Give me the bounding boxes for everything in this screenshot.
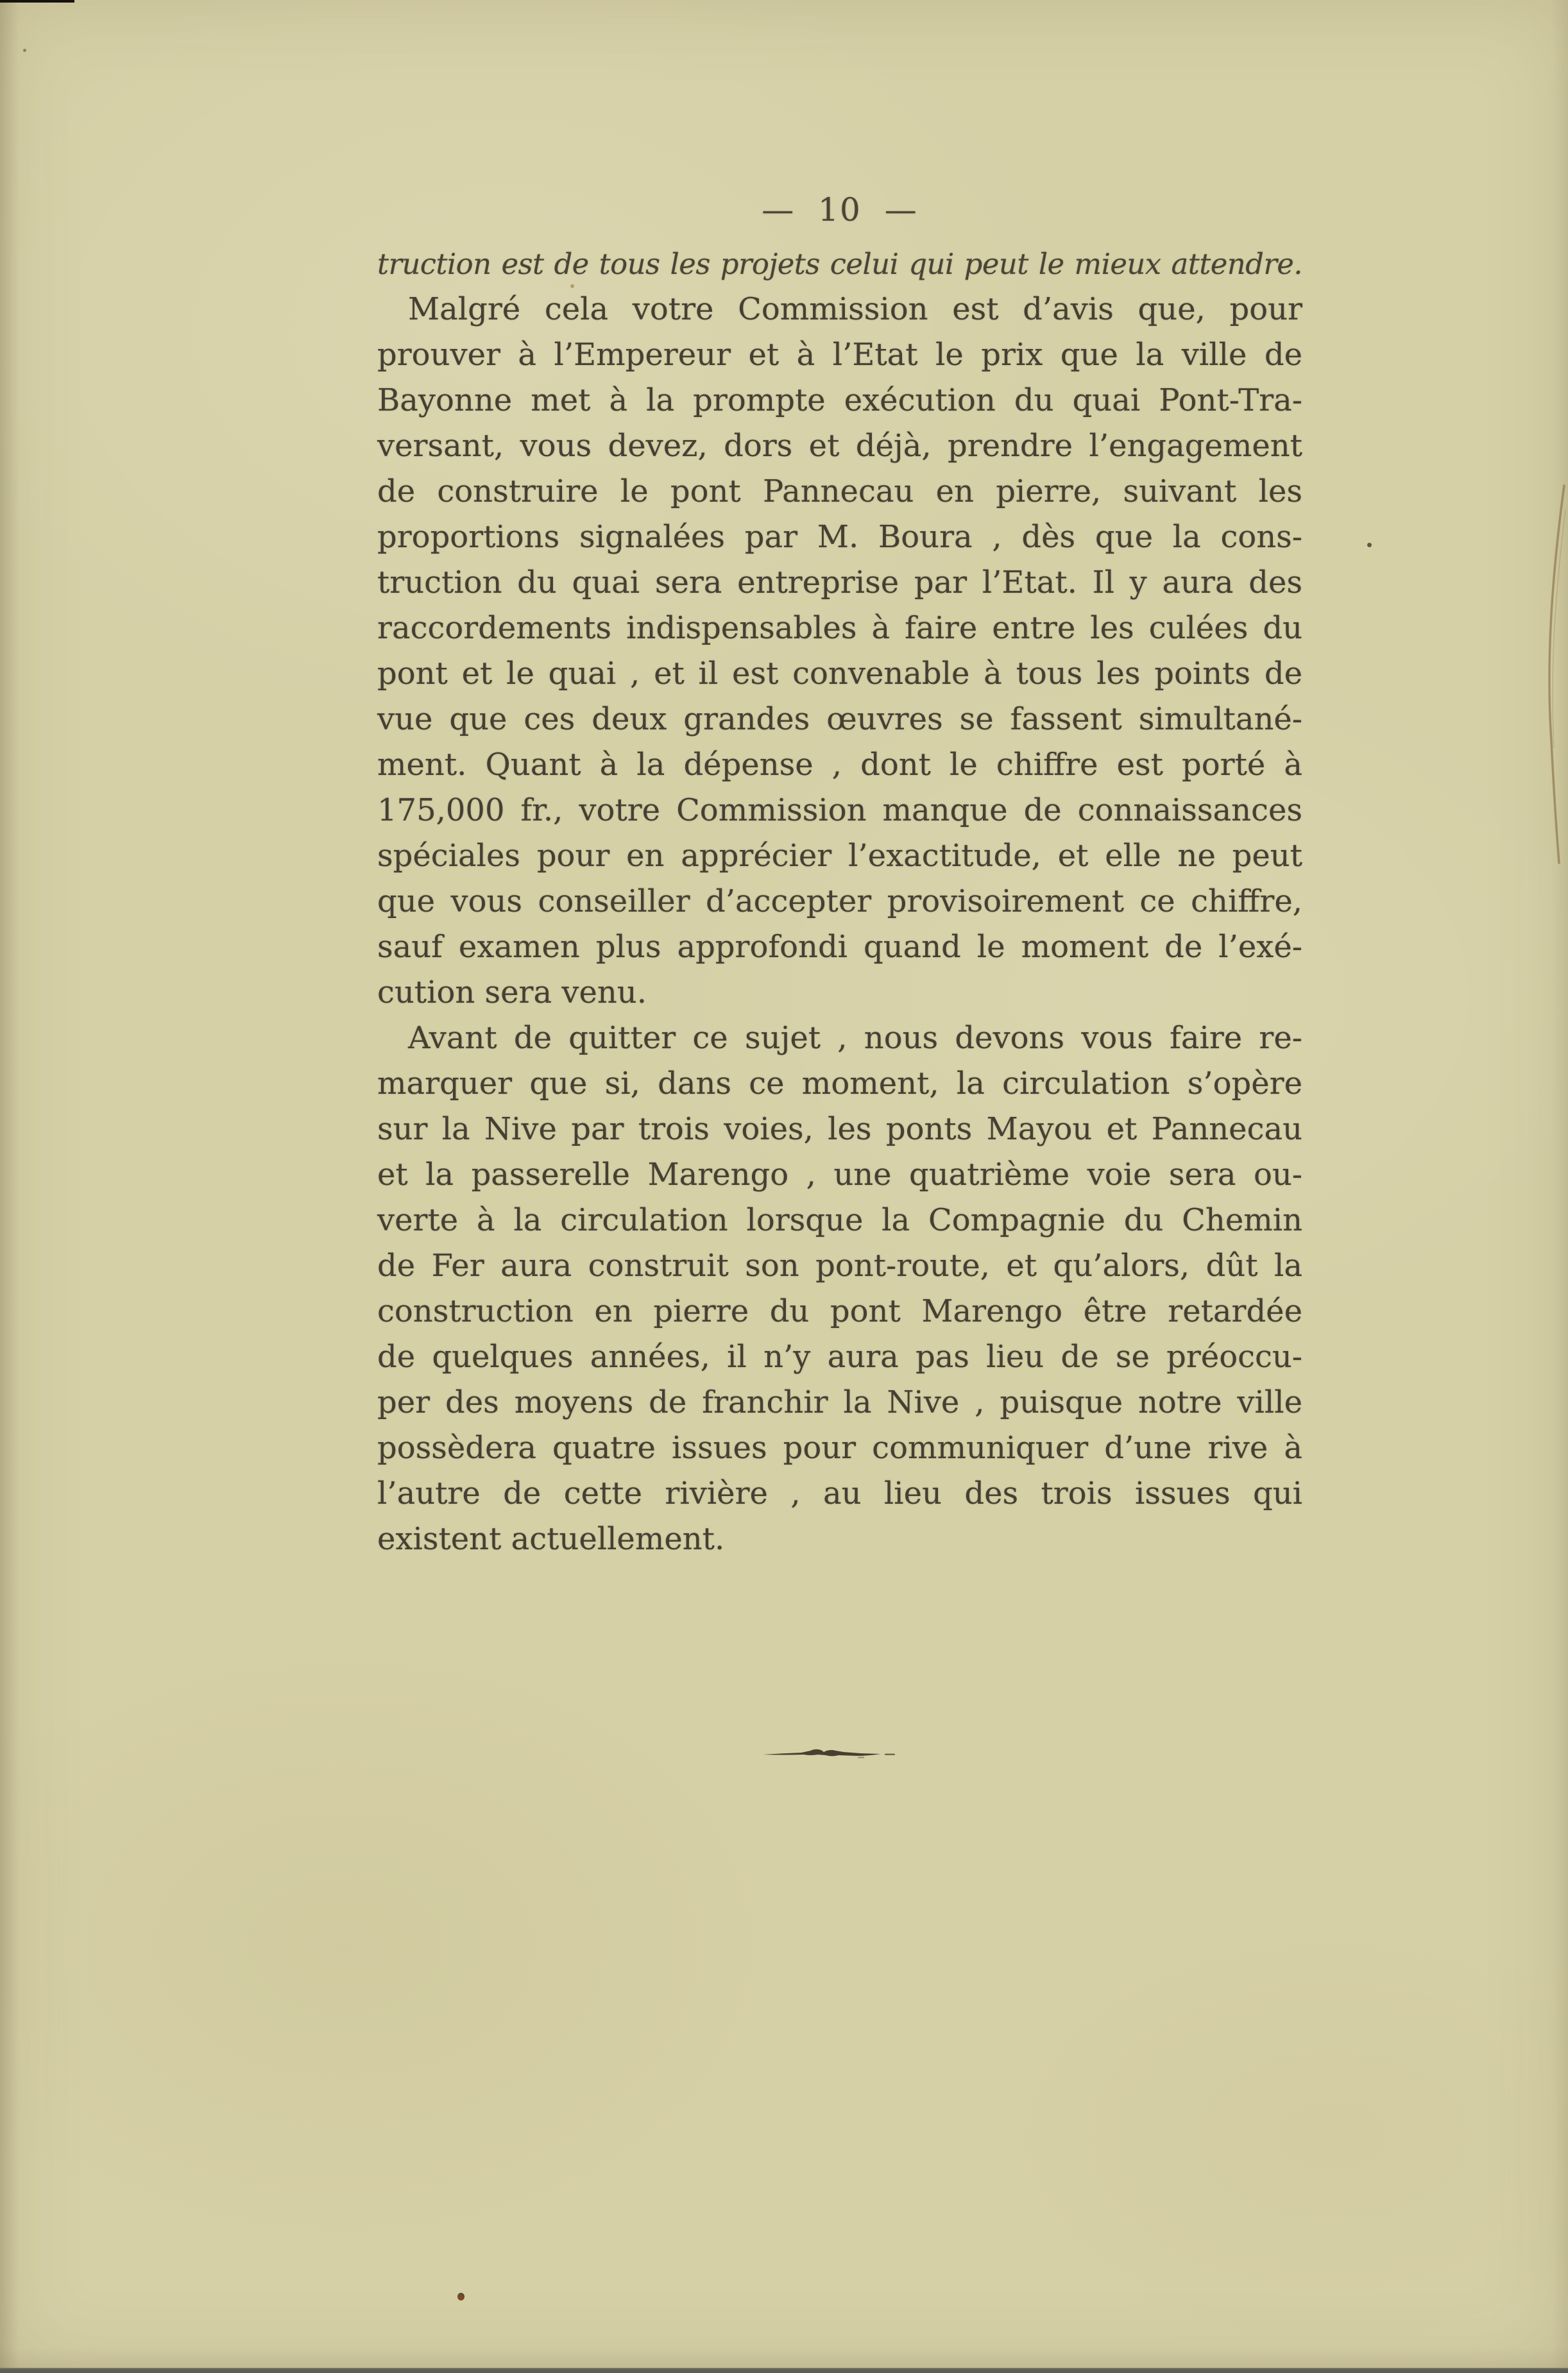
body-text-block <box>377 241 1302 1562</box>
section-divider-ornament <box>762 1746 901 1763</box>
text-line: 175,000 fr., votre Commission manque de connaissances <box>377 792 1302 828</box>
text-line: marquer que si, dans ce moment, la circulation s’opère <box>377 1066 1302 1101</box>
page-number: — 10 — <box>762 191 918 228</box>
text-line: existent actuellement. <box>377 1521 725 1557</box>
text-line: possèdera quatre issues pour communiquer d’une rive à <box>377 1430 1302 1466</box>
text-line: versant, vous devez, dors et déjà, prendre l’engagement <box>377 428 1302 464</box>
text-line: proportions signalées par M. Boura , dès que la cons- <box>377 519 1302 555</box>
paper-speck <box>457 2293 464 2301</box>
text-line: construction en pierre du pont Marengo être retardée <box>377 1293 1302 1329</box>
text-line: verte à la circulation lorsque la Compagnie du Chemin <box>377 1202 1302 1238</box>
text-line: de quelques années, il n’y aura pas lieu de se préoccu- <box>377 1339 1302 1375</box>
text-line: vue que ces deux grandes œuvres se fassent simultané- <box>377 701 1302 737</box>
text-line: et la passerelle Marengo , une quatrième voie sera ou- <box>377 1157 1302 1193</box>
text-line: truction est de tous les projets celui qui peut le mieux attendre. <box>377 247 1302 281</box>
text-line: sauf examen plus approfondi quand le moment de l’exé- <box>377 929 1302 965</box>
text-line: l’autre de cette rivière , au lieu des trois issues qui <box>377 1476 1302 1511</box>
scan-edge-top-strip <box>0 0 74 3</box>
scan-edge-bottom-band <box>0 2368 1568 2373</box>
text-line: de construire le pont Pannecau en pierre, suivant les <box>377 473 1302 509</box>
text-line: spéciales pour en apprécier l’exactitude, et elle ne peut <box>377 838 1302 874</box>
text-line: Avant de quitter ce sujet , nous devons vous faire re- <box>408 1020 1302 1056</box>
text-line: sur la Nive par trois voies, les ponts Mayou et Pannecau <box>377 1111 1302 1147</box>
text-line: pont et le quai , et il est convenable à tous les points de <box>377 656 1302 692</box>
text-line: prouver à l’Empereur et à l’Etat le prix que la ville de <box>377 337 1302 373</box>
page-crease-line <box>1538 472 1568 959</box>
text-line: per des moyens de franchir la Nive , puisque notre ville <box>377 1384 1302 1420</box>
text-line: de Fer aura construit son pont-route, et qu’alors, dût la <box>377 1248 1302 1284</box>
text-line: truction du quai sera entreprise par l’Etat. Il y aura des <box>377 565 1302 600</box>
text-line: Malgré cela votre Commission est d’avis que, pour <box>408 291 1302 327</box>
paper-speck <box>23 49 26 52</box>
paper-speck <box>1367 543 1372 547</box>
paper-speck <box>570 284 574 288</box>
text-line: Bayonne met à la prompte exécution du quai Pont-Tra- <box>377 382 1302 418</box>
text-line: raccordements indispensables à faire entre les culées du <box>377 610 1302 646</box>
text-line: ment. Quant à la dépense , dont le chiffre est porté à <box>377 747 1302 783</box>
text-line: que vous conseiller d’accepter provisoirement ce chiffre, <box>377 883 1302 919</box>
text-line: cution sera venu. <box>377 974 647 1010</box>
